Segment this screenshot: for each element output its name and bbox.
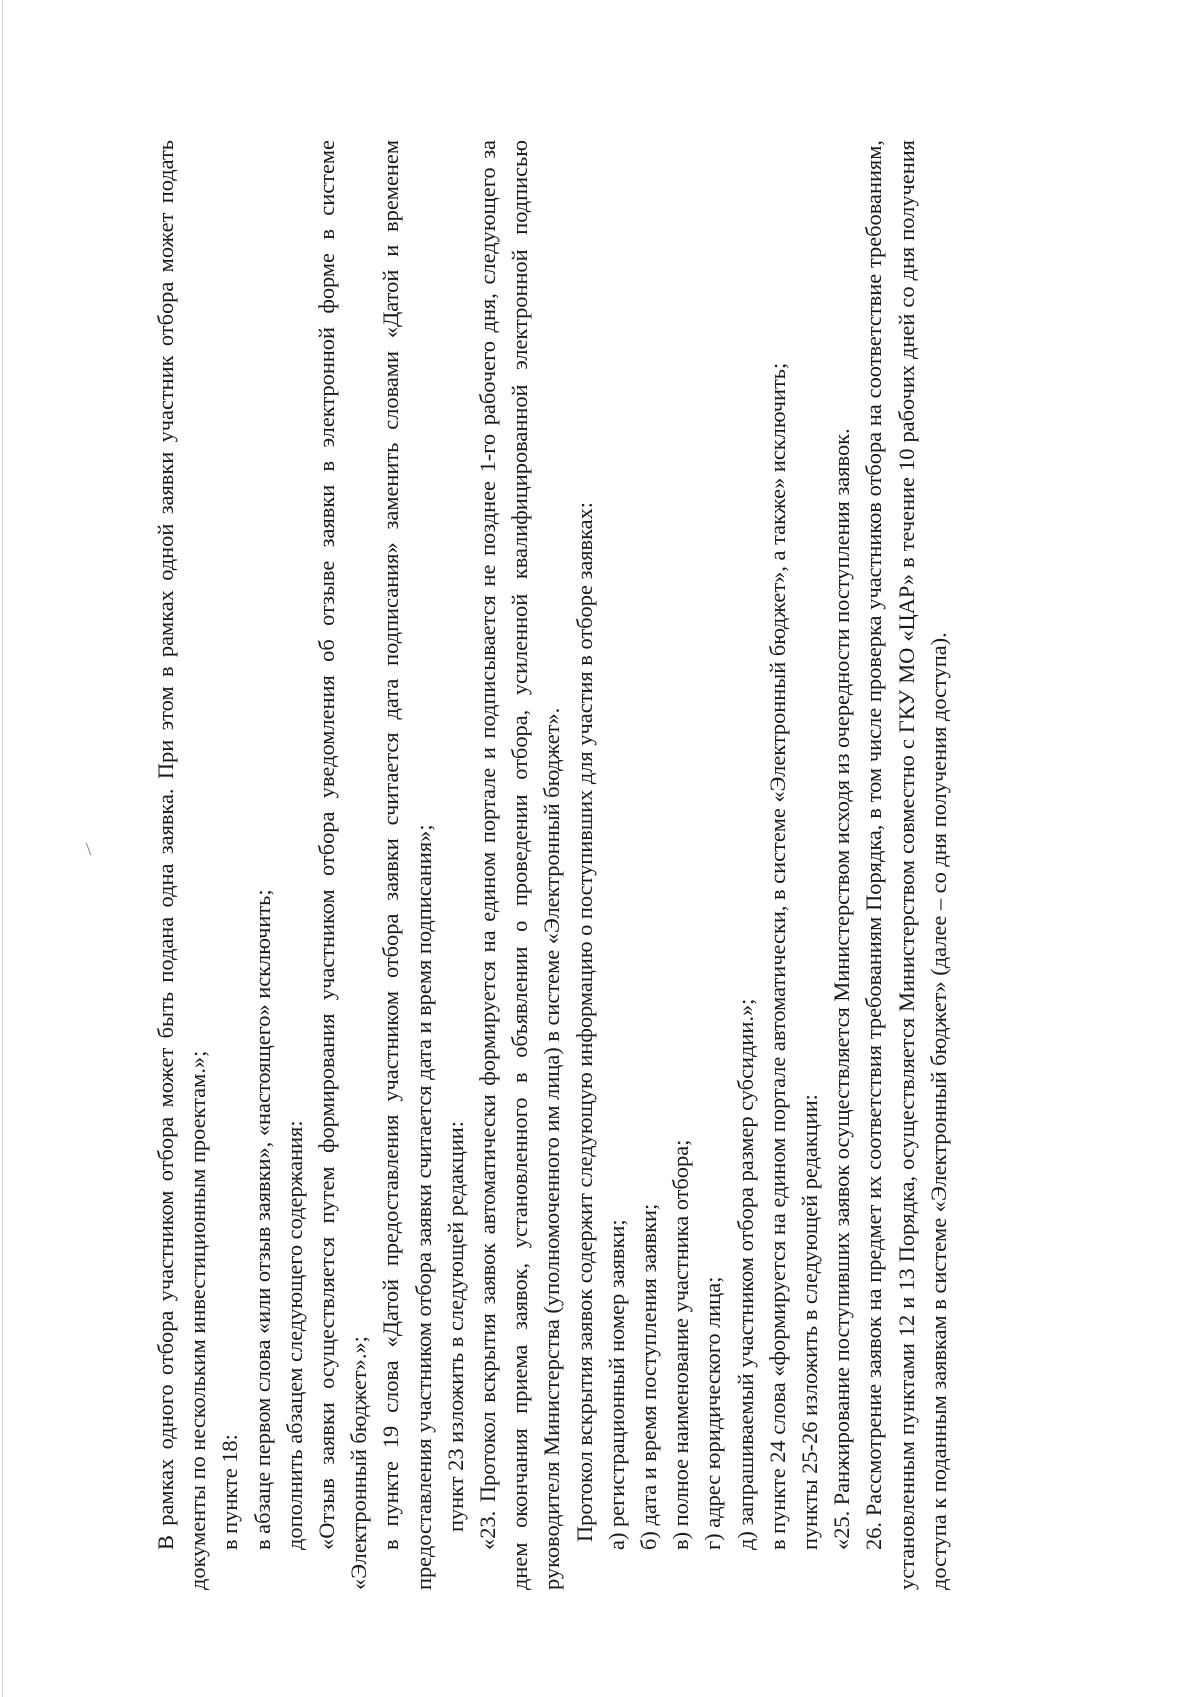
paragraph: в пункте 18:: [217, 1434, 243, 1550]
list-item: д) запрашиваемый участником отбора размер субсидии.»;: [732, 998, 758, 1550]
paragraph: «23. Протокол вскрытия заявок автоматически формируется на едином портале и подписывается не позднее 1-го рабочего дня, следующего за днем окончания приема заявок, установленного в объявлении о проведении отбора, усиленной квалифицированной электронной подписью руководителя Министерства (уполномоченного им лица) в системе «Электронный бюджет».: [475, 140, 565, 1590]
list-item: г) адрес юридического лица;: [700, 1276, 726, 1550]
paragraph: 26. Рассмотрение заявок на предмет их соответствия требованиям Порядка, в том числе проверка участников отбора на соответствие требованиям, установленным пунктами 12 и 13 Порядка, осуществляется Министерством совместно с ГКУ МО «ЦАР» в течение 10 рабочих дней со дня получения доступа к поданным заявкам в системе «Электронный бюджет» (далее – со дня получения доступа).: [861, 140, 951, 1590]
list-item: а) регистрационный номер заявки;: [603, 1219, 629, 1550]
scan-edge-line: [2, 0, 3, 1697]
paragraph: «Отзыв заявки осуществляется путем формирования участником отбора уведомления об отзыве заявки в электронной форме в системе «Электронный бюджет».»;: [314, 140, 372, 1590]
paragraph: пункт 23 изложить в следующей редакции:: [442, 1120, 468, 1532]
document-page: [150, 140, 955, 1590]
paragraph: «25. Ранжирование поступивших заявок осуществляется Министерством исходя из очередности поступления заявок.: [829, 428, 855, 1550]
paragraph: в абзаце первом слова «или отзыв заявки», «настоящего» исключить;: [249, 889, 275, 1550]
paragraph: Протокол вскрытия заявок содержит следующую информацию о поступивших для участия в отборе заявках:: [571, 501, 597, 1542]
list-item: в) полное наименование участника отбора;: [668, 1139, 694, 1550]
paragraph: в пункте 19 слова «Датой предоставления участником отбора заявки считается дата подписания» заменить словами «Датой и временем предоставления участником отбора заявки считается дата и время подписания»;: [378, 140, 436, 1590]
paragraph: пункты 25-26 изложить в следующей редакции:: [797, 1094, 823, 1550]
scan-speck: [86, 842, 95, 856]
paragraph: дополнить абзацем следующего содержания:: [281, 1120, 307, 1550]
paragraph: в пункте 24 слова «формируется на едином портале автоматически, в системе «Электронный бюджет», а также» исключить;: [764, 362, 790, 1550]
paragraph: В рамках одного отбора участником отбора может быть подана одна заявка. При этом в рамках одной заявки участник отбора может подать документы по нескольким инвестиционным проектам.»;: [153, 140, 211, 1590]
list-item: б) дата и время поступления заявки;: [636, 1203, 662, 1550]
